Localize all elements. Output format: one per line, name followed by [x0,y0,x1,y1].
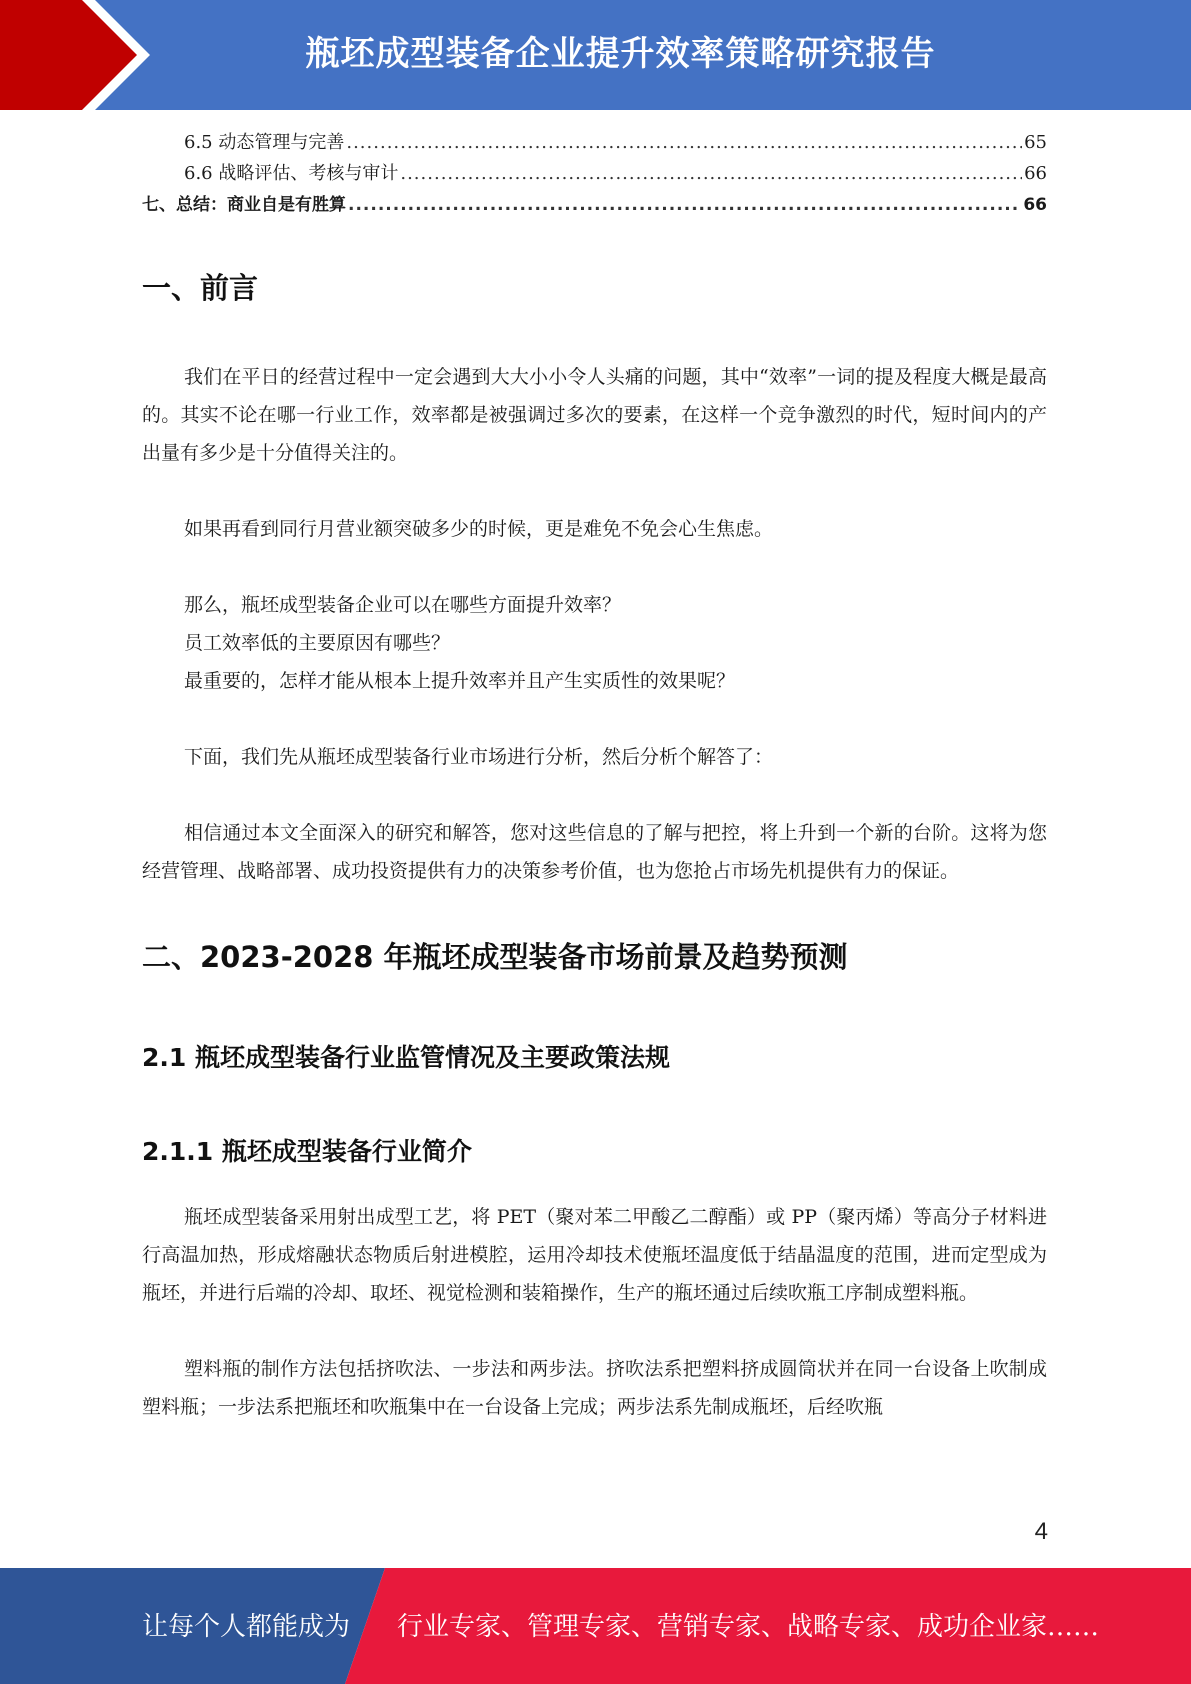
paragraph: 如果再看到同行月营业额突破多少的时候，更是难免不免会心生焦虑。 [184,518,774,540]
page-footer [0,1568,1191,1684]
toc-leader-dots [348,195,1021,215]
section-heading-intro: 一、前言 [142,271,259,305]
document-body [142,256,1047,1426]
page-header [0,0,1191,110]
toc-entry-label: 6.6 战略评估、考核与审计 [184,163,399,184]
paragraph: 瓶坯成型装备采用射出成型工艺，将 PET（聚对苯二甲酸乙二醇酯）或 PP（聚丙烯）等高分子材料进行高温加热，形成熔融状态物质后射进模腔，运用冷却技术使瓶坯温度低于结晶温度的范围，进而定型成为瓶坯，并进行后端的冷却、取坯、视觉检测和装箱操作，生产的瓶坯通过后续吹瓶工序制成塑料瓶。 [142,1206,1047,1304]
toc-entry-page: 66 [1023,195,1047,215]
question-line: 那么，瓶坯成型装备企业可以在哪些方面提升效率？ [184,594,622,616]
toc-leader-dots [346,132,1022,153]
footer-slogan-right: 行业专家、管理专家、营销专家、战略专家、成功企业家…… [397,1612,1100,1642]
paragraph: 塑料瓶的制作方法包括挤吹法、一步法和两步法。挤吹法系把塑料挤成圆筒状并在同一台设备上吹制成塑料瓶；一步法系把瓶坯和吹瓶集中在一台设备上完成；两步法系先制成瓶坯，后经吹瓶 [142,1358,1047,1418]
toc-entry-label: 6.5 动态管理与完善 [184,132,345,153]
subsection-heading-2-1: 2.1 瓶坯成型装备行业监管情况及主要政策法规 [142,1043,670,1072]
paragraph: 我们在平日的经营过程中一定会遇到大大小小令人头痛的问题，其中“效率”一词的提及程度大概是最高的。其实不论在哪一行业工作，效率都是被强调过多次的要素，在这样一个竞争激烈的时代，短时间内的产出量有多少是十分值得关注的。 [142,366,1047,464]
toc-entry-label: 七、总结：商业自是有胜算 [142,195,346,215]
section-heading-chapter2: 二、2023-2028 年瓶坯成型装备市场前景及趋势预测 [142,940,848,974]
toc-entry-page: 65 [1024,132,1047,153]
footer-slogan-left: 让每个人都能成为 [142,1612,351,1642]
toc-entry[interactable] [142,128,1047,159]
paragraph: 相信通过本文全面深入的研究和解答，您对这些信息的了解与把控，将上升到一个新的台阶。这将为您经营管理、战略部署、成功投资提供有力的决策参考价值，也为您抢占市场先机提供有力的保证。 [142,822,1047,882]
toc-leader-dots [400,163,1022,184]
page-number: 4 [1034,1518,1048,1545]
header-red-chevron [0,0,137,110]
toc-entry[interactable] [142,190,1047,221]
toc-entry[interactable] [142,159,1047,190]
question-line: 员工效率低的主要原因有哪些？ [184,632,451,654]
toc-entry-page: 66 [1024,163,1047,184]
report-title: 瓶坯成型装备企业提升效率策略研究报告 [305,34,936,74]
subsection-heading-2-1-1: 2.1.1 瓶坯成型装备行业简介 [142,1137,472,1166]
paragraph: 下面，我们先从瓶坯成型装备行业市场进行分析，然后分析个解答了： [184,746,774,768]
table-of-contents [142,128,1047,221]
question-line: 最重要的，怎样才能从根本上提升效率并且产生实质性的效果呢？ [184,670,736,692]
